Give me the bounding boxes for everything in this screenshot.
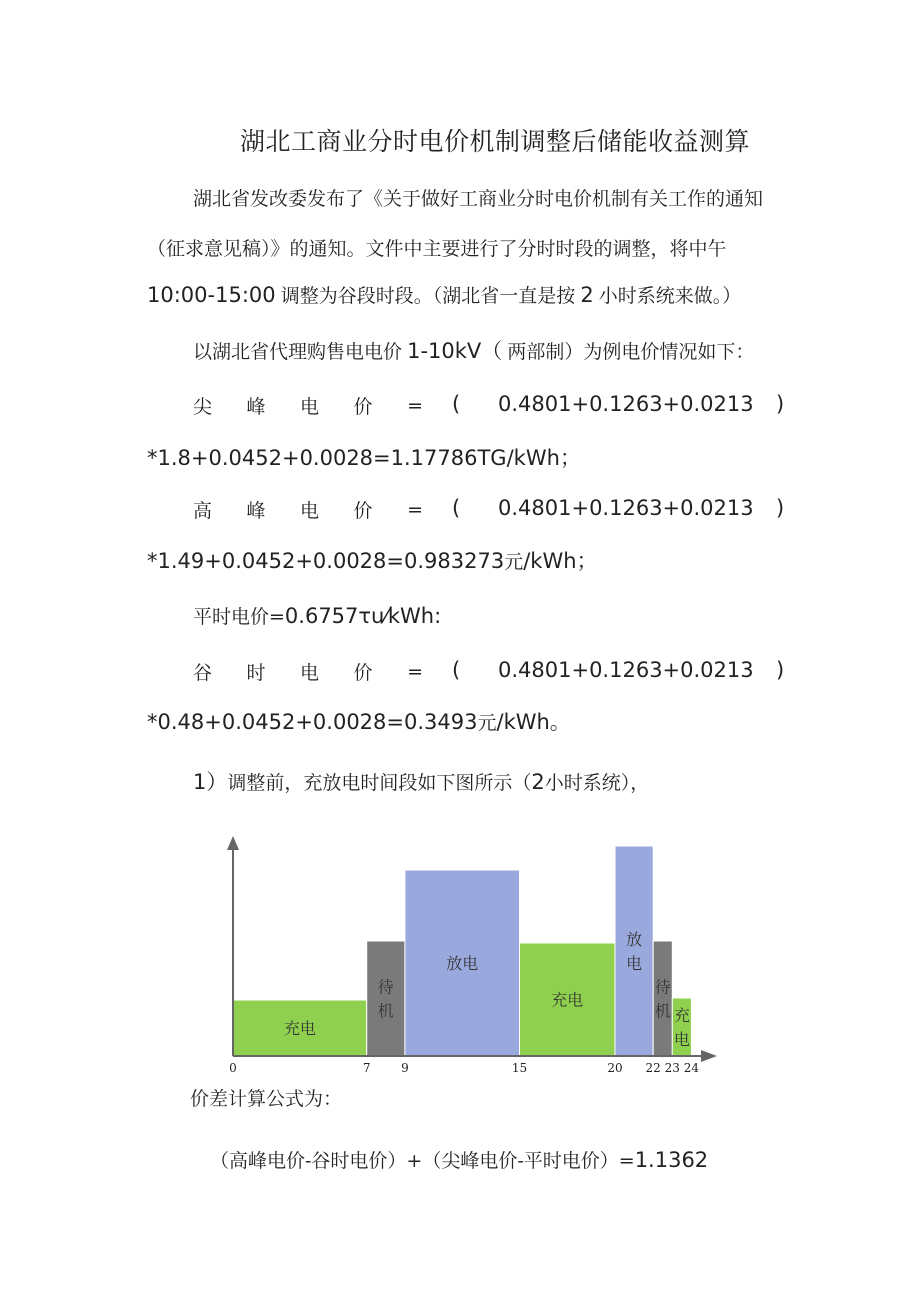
- x-tick-label: 23: [664, 1061, 680, 1075]
- label-char: 峰: [246, 396, 266, 418]
- label-char: 谷: [193, 662, 213, 684]
- voltage-range: 1-10kV（: [407, 339, 503, 363]
- peak-price-result: *1.8+0.0452+0.0028=1.17786TG/kWh；: [147, 446, 581, 470]
- label-char: 电: [300, 662, 320, 684]
- item-text: 调整前，充放电时间段如下图所示（: [227, 772, 532, 794]
- price-sum: 0.4801+0.1263+0.0213: [498, 658, 754, 682]
- high-peak-price-result: [147, 545, 598, 575]
- segment-label-char: 电: [673, 1030, 690, 1049]
- x-axis-arrow: [701, 1050, 717, 1062]
- label-char: =: [407, 394, 423, 417]
- valley-price-label: [193, 658, 423, 685]
- result-number: *1.49+0.0452+0.0028=0.983273: [147, 549, 505, 573]
- formula: [210, 1146, 708, 1173]
- item-1: [193, 766, 649, 796]
- formula-intro: 价差计算公式为：: [190, 1088, 343, 1110]
- price-sum: 0.4801+0.1263+0.0213: [498, 392, 754, 416]
- hours-number: 2: [580, 283, 594, 307]
- paragraph-1-line-1: 湖北省发改委发布了《关于做好工商业分时电价机制有关工作的通知: [193, 188, 764, 210]
- label-char: 价: [353, 500, 373, 522]
- label-char: 电: [300, 396, 320, 418]
- result-number: *0.48+0.0452+0.0028=0.3493: [147, 710, 478, 734]
- x-tick-label: 15: [511, 1061, 528, 1075]
- segment-label-char: 待: [377, 977, 394, 997]
- unit-kwh: /kWh。: [496, 710, 571, 734]
- unit-yuan: 元: [477, 712, 497, 734]
- time-range: 10:00-15:00: [147, 283, 276, 307]
- segment-label: 充电: [551, 990, 584, 1010]
- label-char: 时: [246, 662, 266, 684]
- high-peak-price-label: [193, 496, 423, 523]
- formula-result: 1.1362: [634, 1148, 709, 1172]
- formula-text: （高峰电价-谷时电价）+（尖峰电价-平时电价）=: [210, 1150, 635, 1172]
- valley-price-result: [147, 706, 571, 736]
- charge-discharge-chart: [205, 832, 725, 1082]
- unit-kwh: /kWh；: [523, 549, 598, 573]
- open-paren: (: [452, 496, 461, 520]
- paragraph-1-line-3: [147, 281, 741, 308]
- segment-bar: [367, 941, 405, 1056]
- flat-price-value: 0.6757τu⁄kWh:: [284, 604, 442, 628]
- segment-bar: [615, 846, 653, 1056]
- segment-label: 放电: [446, 954, 479, 973]
- open-paren: (: [452, 658, 461, 682]
- label-char: 电: [300, 500, 320, 522]
- segment-label-char: 电: [626, 954, 643, 973]
- label-char: 价: [353, 662, 373, 684]
- price-sum: 0.4801+0.1263+0.0213: [498, 496, 754, 520]
- label-char: =: [407, 660, 423, 683]
- label-char: 尖: [193, 396, 213, 418]
- unit-yuan: 元: [504, 551, 524, 573]
- item-number: 1）: [193, 770, 228, 794]
- paragraph-1-line-2: （征求意见稿）》的通知。文件中主要进行了分时时段的调整，将中午: [147, 238, 727, 260]
- close-paren: ): [776, 496, 785, 520]
- page-title: 湖北工商业分时电价机制调整后储能收益测算: [239, 127, 750, 156]
- x-tick-label: 9: [401, 1061, 409, 1075]
- paragraph-2-text: 以湖北省代理购售电电价: [193, 341, 403, 363]
- flat-price: [193, 602, 441, 629]
- close-paren: ): [776, 392, 785, 416]
- x-tick-label: 22: [645, 1061, 661, 1075]
- paragraph-2-text-end: 两部制）为例电价情况如下：: [507, 341, 755, 363]
- label-char: 价: [353, 396, 373, 418]
- label-char: 峰: [246, 500, 266, 522]
- x-tick-label: 0: [229, 1061, 237, 1075]
- segment-label: 充电: [283, 1019, 316, 1038]
- flat-price-label: 平时电价=: [193, 606, 285, 628]
- x-tick-label: 20: [607, 1061, 623, 1075]
- segment-label-char: 机: [377, 1001, 394, 1021]
- chart-svg: [205, 832, 725, 1082]
- segment-label-char: 放: [626, 930, 643, 949]
- hours-number: 2: [531, 770, 545, 794]
- paragraph-1-text: 调整为谷段时段。（湖北省一直是按: [280, 285, 576, 307]
- segment-bar: [653, 941, 672, 1056]
- paragraph-1-text-end: 小时系统来做。）: [598, 285, 742, 307]
- close-paren: ): [776, 658, 785, 682]
- label-char: 高: [193, 500, 213, 522]
- label-char: =: [407, 498, 423, 521]
- x-tick-label: 7: [362, 1061, 371, 1075]
- open-paren: (: [452, 392, 461, 416]
- x-tick-label: 24: [683, 1061, 700, 1075]
- peak-price-label: [193, 392, 423, 419]
- y-axis-arrow: [227, 836, 239, 850]
- segment-label-char: 待: [654, 977, 671, 997]
- paragraph-2: [193, 335, 754, 365]
- item-text-end: 小时系统），: [544, 772, 650, 794]
- segment-label-char: 充: [673, 1006, 690, 1025]
- segment-label-char: 机: [654, 1001, 671, 1021]
